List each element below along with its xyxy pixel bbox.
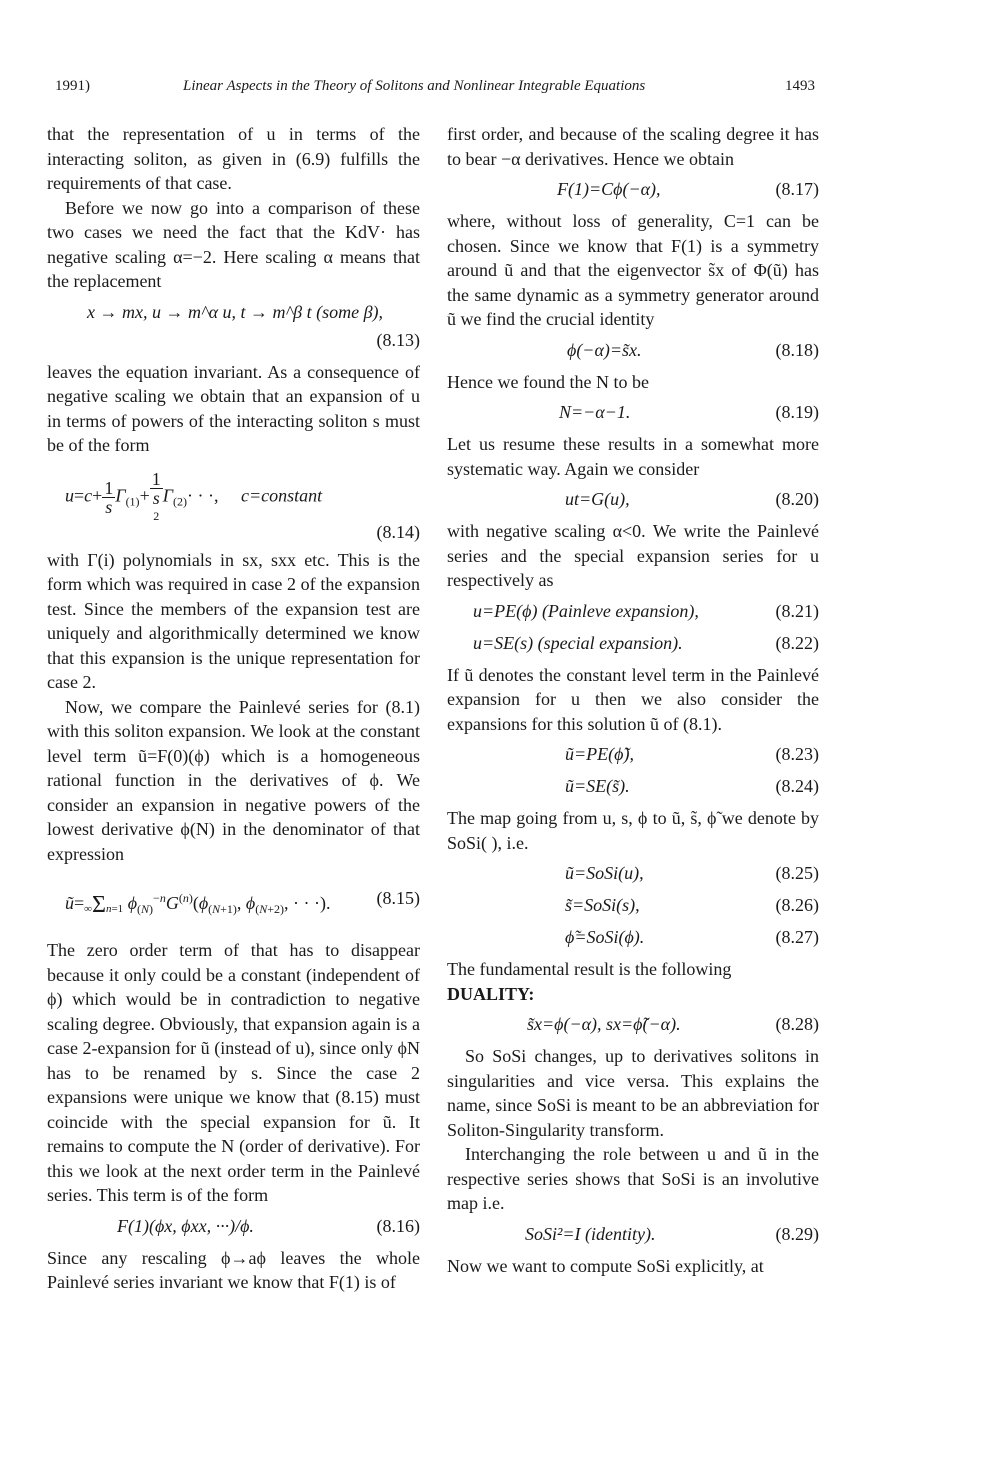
equation-expression: ũ=SE(s̃). [565,776,630,796]
header-year: 1991) [55,78,90,94]
paragraph: Hence we found the N to be [447,371,649,392]
equation-expression: ũ=∞Σn=1 $\phi_{(N)}^{-n}G^{(n)}(\phi_{(N+1)}$, $\phi_{(N+2)}$, · · ·). [65,891,331,918]
paragraph: with negative scaling α<0. We write the Painlevé series and the special expansion series for u respectively as [447,521,819,590]
equation-number: (8.28) [775,1014,819,1034]
duality-heading: DUALITY: [447,983,535,1004]
paragraph: Since any rescaling ϕ→aϕ leaves the whole Painlevé series invariant we know that F(1) is of [47,1247,420,1292]
equation-expression: ũ=PE(ϕ̃), [565,744,634,764]
page-number: 1493 [785,78,815,94]
equation-number: (8.15) [376,888,420,908]
equation-number: (8.26) [775,895,819,915]
paragraph: Before we now go into a comparison of these two cases we need the fact that the KdV· has negative scaling α=−2. Here scaling α means that the replacement [47,197,420,291]
equation-expression: u=c+ $\frac{1}{s}$ $\Gamma_{(1)}+$ 1 s 2 $\Gamma_{(2)}\cdot$ · ·, c=constant [65,468,323,523]
equation-expression: F(1)=Cϕ(−α), [557,179,661,199]
paragraph: where, without loss of generality, C=1 can be chosen. Since we know that F(1) is a symmetry around ũ and that the eigenvector s̃x of Φ(ũ) has the same dynamic as a symmetry generator around ũ we find the crucial identity [447,211,819,329]
equation-expression: u=SE(s) (special expansion). [473,632,683,653]
equation-8-22 [447,631,819,657]
equation-8-17 [447,177,819,203]
equation-expression: ϕ(−α)=s̃x. [567,339,642,360]
equation-expression: F(1)(ϕx, ϕxx, ···)/ϕ. [117,1215,254,1236]
paragraph: Interchanging the role between u and ũ in the respective series shows that SoSi is an involutive map i.e. [447,1144,819,1213]
equation-number: (8.24) [775,776,819,796]
equation-8-23 [447,742,819,768]
equation-number: (8.27) [775,927,819,947]
equation-8-21 [447,599,819,625]
equation-expression: ut=G(u), [565,489,630,509]
paragraph: leaves the equation invariant. As a consequence of negative scaling we obtain that an expansion of u in terms of powers of the interacting soliton s must be of the form [47,361,420,455]
paragraph: If ũ denotes the constant level term in the Painlevé expansion for u then we also consider the expansions for this solution ũ of (8.1). [447,664,819,734]
paragraph: Let us resume these results in a somewhat more systematic way. Again we consider [447,434,819,479]
equation-8-27 [447,925,819,951]
equation-expression: u=PE(ϕ) (Painleve expansion), [473,600,699,621]
equation-8-16 [47,1214,420,1240]
right-column [447,122,819,1278]
paragraph: first order, and because of the scaling degree it has to bear −α derivatives. Hence we obtain [447,124,819,169]
equation-number: (8.29) [775,1223,819,1244]
header-title: Linear Aspects in the Theory of Solitons and Nonlinear Integrable Equations [183,78,646,94]
paragraph: Now, we compare the Painlevé series for (8.1) with this soliton expansion. We look at the constant level term ũ=F(0)(ϕ) which is a homogeneous rational function in the derivatives of ϕ. We consider an expansion in negative powers of the lowest derivative ϕ(N) in the denominator of that expression [47,696,420,864]
equation-number: (8.16) [376,1215,420,1236]
left-column [47,122,420,1295]
equation-8-28 [447,1012,819,1038]
equation-number: (8.14) [376,521,420,542]
equation-8-18 [447,338,819,364]
equation-number: (8.19) [775,402,819,422]
paragraph: So SoSi changes, up to derivatives solitons in singularities and vice versa. This explains the name, since SoSi is meant to be an abbreviation for Soliton-Singularity transform. [447,1046,819,1140]
equation-number: (8.22) [775,632,819,653]
equation-number: (8.25) [775,863,819,883]
equation-number: (8.20) [775,489,819,509]
equation-8-25 [447,861,819,887]
equation-number: (8.18) [775,339,819,360]
equation-8-29 [447,1222,819,1248]
equation-expression: ũ=SoSi(u), [565,863,644,883]
equation-expression: s̃=SoSi(s), [565,895,640,915]
equation-8-19 [447,400,819,426]
equation-expression: x → mx, u → m^α u, t → m^β t (some β), [87,301,384,322]
equation-8-14 [47,464,420,542]
equation-expression: N=−α−1. [559,402,631,422]
equation-8-24 [447,774,819,800]
paragraph: with Γ(i) polynomials in sx, sxx etc. This is the form which was required in case 2 of the expansion test. Since the members of the expansion test are uniquely and algorithmically determined we know that this expansion is the unique representation for case 2. [47,549,420,692]
equation-number: (8.21) [775,600,819,621]
equation-expression: SoSi²=I (identity). [525,1223,656,1244]
paragraph: that the representation of u in terms of the interacting soliton, as given in (6.9) fulfills the requirements of that case. [47,124,420,193]
equation-8-15 [47,872,420,932]
equation-8-20 [447,487,819,513]
equation-expression: ϕ̃=SoSi(ϕ). [565,927,645,947]
paragraph: Now we want to compute SoSi explicitly, at [447,1255,764,1276]
equation-constant: c=constant [240,485,323,506]
equation-number: (8.13) [376,329,420,350]
equation-8-26 [447,893,819,919]
equation-number: (8.23) [775,744,819,764]
equation-number: (8.17) [775,179,819,199]
equation-8-13 [47,300,420,354]
paragraph: The fundamental result is the following [447,959,732,979]
paragraph: The map going from u, s, ϕ to ũ, s̃, ϕ̃ we denote by SoSi( ), i.e. [447,808,819,853]
running-header [55,78,815,102]
paragraph: The zero order term of that has to disappear because it only could be a constant (independent of ϕ) which would be in contradiction to negative scaling degree. Obviously, that expansion again is a case 2-expansion for ũ (instead of u), since only ϕN has to be renamed by s. Since the case 2 expansions were unique we know that (8.15) must coincide with the special expansion for ũ. It remains to compute the N (order of derivative). For this we look at the next order term in the Painlevé series. This term is of the form [47,940,420,1205]
equation-expression: s̃x=ϕ(−α), sx=ϕ̃(−α). [527,1014,681,1034]
